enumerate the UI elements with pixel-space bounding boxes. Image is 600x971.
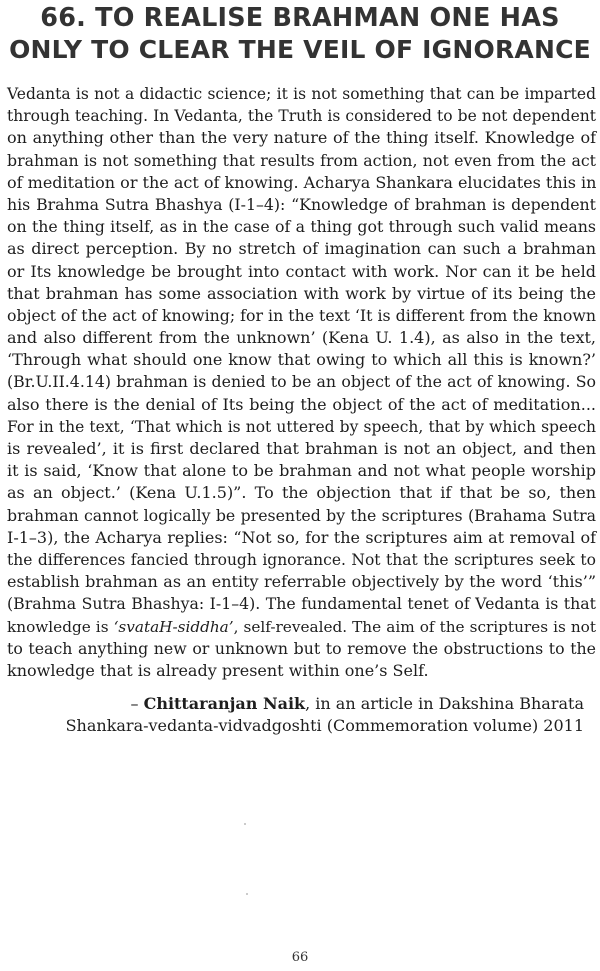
body-line: I-1–3), the Acharya replies: “Not so, for the scriptures aim at removal of xyxy=(7,527,596,547)
body-line: and also different from the unknown’ (Kena U. 1.4), as also in the text, xyxy=(7,328,596,348)
line-text-before: knowledge is xyxy=(7,617,114,636)
citation-source: , in an article in Dakshina Bharata xyxy=(305,694,584,713)
body-line: (Br.U.II.4.14) brahman is denied to be an object of the act of knowing. So xyxy=(7,372,596,392)
body-line-svatah-siddha xyxy=(7,616,596,638)
body-line: to teach anything new or unknown but to remove the obstructions to the xyxy=(7,638,596,658)
line-text-after: , self-revealed. The aim of the scriptures is not xyxy=(233,617,596,636)
body-line: object of the act of knowing; for in the text ‘It is different from the known xyxy=(7,305,596,325)
body-line: as direct perception. By no stretch of imagination can such a brahman xyxy=(7,239,596,259)
sanskrit-term: ‘svataH-siddha’ xyxy=(113,617,234,636)
heading-line-2: ONLY TO CLEAR THE VEIL OF IGNORANCE xyxy=(9,35,591,64)
body-line: brahman is not something that results from action, not even from the act xyxy=(7,150,596,170)
print-speck xyxy=(244,823,246,825)
body-line: as an object.’ (Kena U.1.5)”. To the objection that if that be so, then xyxy=(7,483,596,503)
body-line: also there is the denial of Its being the object of the act of meditation... xyxy=(7,394,596,414)
body-line: on the thing itself, as in the case of a thing got through such valid means xyxy=(7,217,596,237)
body-line: it is said, ‘Know that alone to be brahman and not what people worship xyxy=(7,461,596,481)
print-speck xyxy=(246,893,248,895)
body-line: that brahman has some association with work by virtue of its being the xyxy=(7,283,596,303)
citation-line-2: Shankara-vedanta-vidvadgoshti (Commemoration volume) 2011 xyxy=(65,716,584,735)
heading-line-1: 66. TO REALISE BRAHMAN ONE HAS xyxy=(40,3,560,33)
body-paragraph xyxy=(7,83,596,682)
body-line: or Its knowledge be brought into contact with work. Nor can it be held xyxy=(7,261,596,281)
citation-author: Chittaranjan Naik xyxy=(143,694,306,713)
body-line: (Brahma Sutra Bhashya: I-1–4). The fundamental tenet of Vedanta is that xyxy=(7,594,596,614)
body-line: is revealed’, it is first declared that brahman is not an object, and then xyxy=(7,439,596,458)
body-line: his Brahma Sutra Bhashya (I-1–4): “Knowledge of brahman is dependent xyxy=(7,194,596,214)
citation-line-1 xyxy=(66,693,584,715)
body-line: the differences fancied through ignorance. Not that the scriptures seek to xyxy=(7,550,596,569)
body-line: knowledge that is already present within one’s Self. xyxy=(7,660,429,680)
body-line: of meditation or the act of knowing. Acharya Shankara elucidates this in xyxy=(7,172,597,192)
chapter-heading xyxy=(0,2,600,66)
page-number: 66 xyxy=(291,950,309,965)
citation xyxy=(66,693,584,737)
body-line: For in the text, ‘That which is not uttered by speech, that by which speech xyxy=(7,417,596,436)
body-line: through teaching. In Vedanta, the Truth is considered to be not dependent xyxy=(7,107,596,126)
body-line: ‘Through what should one know that owing to which all this is known?’ xyxy=(7,350,596,370)
body-line: brahman cannot logically be presented by the scriptures (Brahama Sutra xyxy=(7,505,596,525)
body-line: on anything other than the very nature of the thing itself. Knowledge of xyxy=(7,128,596,148)
body-line: establish brahman as an entity referrable objectively by the word ‘this’” xyxy=(7,572,596,592)
citation-dash: – xyxy=(130,694,144,713)
body-line: Vedanta is not a didactic science; it is not something that can be imparted xyxy=(7,85,596,103)
